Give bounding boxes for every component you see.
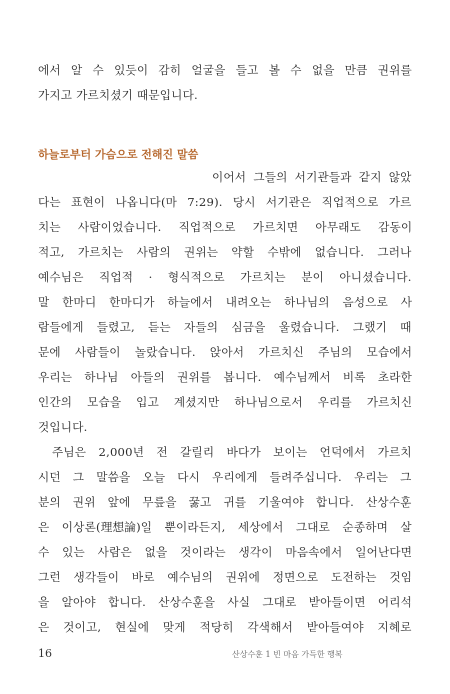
- paragraph-line: 말 한마디 한마디가 하늘에서 내려오는 하나님의 음성으로 사: [38, 295, 413, 309]
- paragraph-line: 예수님은 직업적 · 형식적으로 가르치는 분이 아니셨습니다.: [38, 270, 412, 284]
- paragraph-line: 적고, 가르치는 사람의 권위는 약할 수밖에 없습니다. 그러나: [38, 245, 412, 259]
- paragraph-line: 을 알아야 합니다. 산상수훈을 사실 그대로 받아들이면 어리석: [38, 595, 413, 609]
- paragraph-line: 주님은 2,000년 전 갈릴리 바다가 보이는 언덕에서 가르치: [52, 445, 412, 459]
- paragraph-line: 문에 사람들이 놀랐습니다. 앉아서 가르치신 주님의 모습에서: [38, 345, 413, 359]
- paragraph-line: 것입니다.: [38, 420, 88, 434]
- paragraph-line: 다는 표현이 나옵니다(마 7:29). 당시 서기관은 직업적으로 가르: [38, 195, 412, 209]
- paragraph-line: 시던 그 말씀을 오늘 다시 우리에게 들려주십니다. 우리는 그: [38, 470, 412, 484]
- paragraph-line: 치는 사람이었습니다. 직업적으로 가르치면 아무래도 감동이: [38, 220, 413, 234]
- paragraph-line: 가지고 가르치셨기 때문입니다.: [38, 88, 198, 102]
- page-number: 16: [38, 647, 52, 660]
- paragraph-line: 람들에게 들렸고, 듣는 자들의 심금을 울렸습니다. 그랬기 때: [38, 320, 412, 334]
- paragraph-line: 이어서 그들의 서기관들과 같지 않았: [212, 170, 412, 184]
- paragraph-line: 우리는 하나님 아들의 권위를 봅니다. 예수님께서 비록 초라한: [38, 370, 413, 384]
- paragraph-line: 분의 권위 앞에 무릎을 꿇고 귀를 기울여야 합니다. 산상수훈: [38, 495, 412, 509]
- running-title: 산상수훈 1 빈 마음 가득한 행복: [232, 650, 343, 659]
- section-heading: 하늘로부터 가슴으로 전해진 말씀: [38, 148, 199, 161]
- paragraph-line: 수 있는 사람은 없을 것이라는 생각이 마음속에서 일어난다면: [38, 545, 413, 559]
- paragraph-line: 은 것이고, 현실에 맞게 적당히 각색해서 받아들여야 지혜로: [38, 620, 412, 634]
- paragraph-line: 에서 알 수 있듯이 감히 얼굴을 들고 볼 수 없을 만큼 권위를: [38, 63, 412, 77]
- paragraph-line: 은 이상론(理想論)일 뿐이라든지, 세상에서 그대로 순종하며 살: [38, 520, 412, 534]
- paragraph-line: 인간의 모습을 입고 계셨지만 하나님으로서 우리를 가르치신: [38, 395, 413, 409]
- paragraph-line: 그런 생각들이 바로 예수님의 권위에 정면으로 도전하는 것임: [38, 570, 413, 584]
